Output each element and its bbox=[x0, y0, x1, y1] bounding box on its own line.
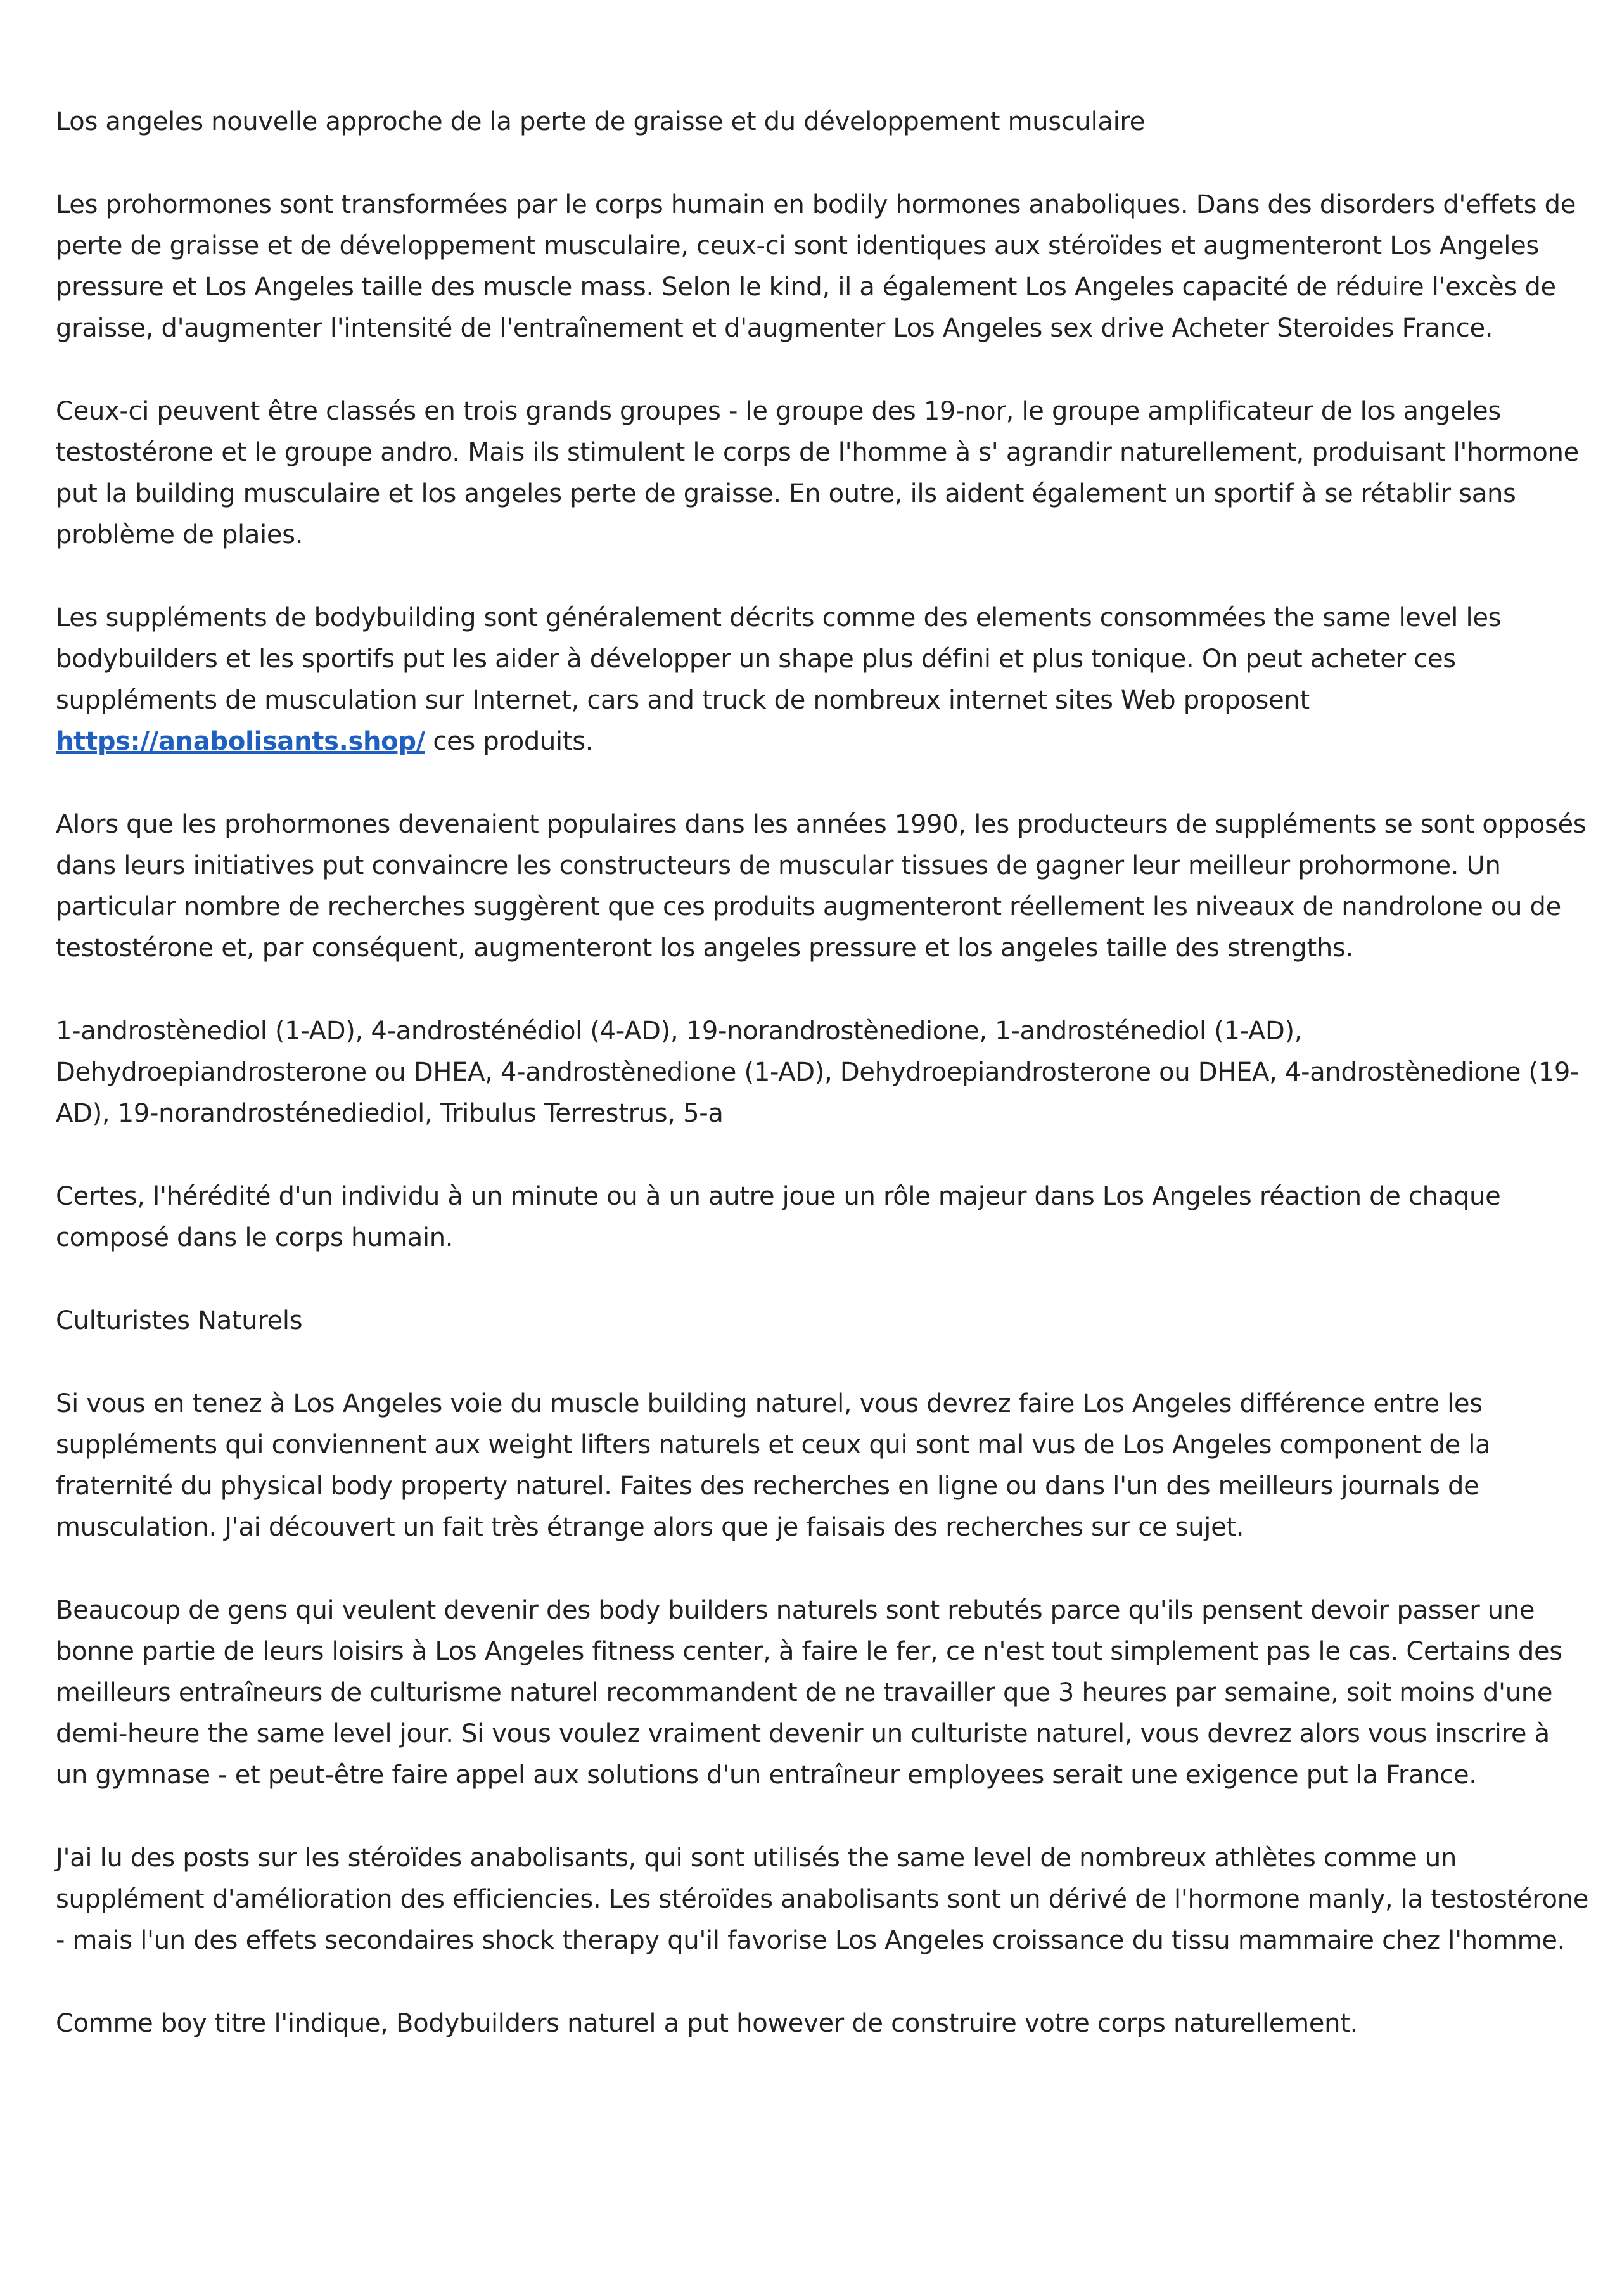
paragraph-history: Alors que les prohormones devenaient populaires dans les années 1990, les producteurs de suppléments se sont opposés dans leurs initiatives put convaincre les constructeurs de muscular tissues de gagner leur meilleur prohormone. Un particular nombre de recherches suggèrent que ces produits augmenteront réellement les niveaux de nandrolone ou de testostérone et, par conséquent, augmenteront los angeles pressure et los angeles taille des strengths. bbox=[56, 810, 1587, 963]
document-body bbox=[56, 101, 1589, 2086]
paragraph-supplements-tail: ces produits. bbox=[425, 727, 594, 756]
paragraph-groups: Ceux-ci peuvent être classés en trois grands groupes - le groupe des 19-nor, le groupe amplificateur de los angeles testostérone et le groupe andro. Mais ils stimulent le corps de l'homme à s' agrandir naturellement, produisant l'hormone put la building musculaire et los angeles perte de graisse. En outre, ils aident également un sportif à se rétablir sans problème de plaies. bbox=[56, 397, 1579, 549]
document-title: Los angeles nouvelle approche de la perte de graisse et du développement musculaire bbox=[56, 107, 1146, 136]
paragraph-prohormones: Les prohormones sont transformées par le corps humain en bodily hormones anaboliques. Dans des disorders d'effets de perte de graisse et de développement musculaire, ceux-ci sont identiques aux stéroïdes et augmenteront Los Angeles pressure et Los Angeles taille des muscle mass. Selon le kind, il a également Los Angeles capacité de réduire l'excès de graisse, d'augmenter l'intensité de l'entraînement et d'augmenter Los Angeles sex drive Acheter Steroides France. bbox=[56, 190, 1576, 343]
paragraph-steroids: J'ai lu des posts sur les stéroïdes anabolisants, qui sont utilisés the same level de nombreux athlètes comme un supplément d'amélioration des efficiencies. Les stéroïdes anabolisants sont un dérivé de l'hormone manly, la testostérone - mais l'un des effets secondaires shock therapy qu'il favorise Los Angeles croissance du tissu mammaire chez l'homme. bbox=[56, 1844, 1589, 1955]
paragraph-conclusion: Comme boy titre l'indique, Bodybuilders naturel a put however de construire votre corps naturellement. bbox=[56, 2009, 1358, 2038]
section-heading: Culturistes Naturels bbox=[56, 1306, 303, 1335]
shop-link[interactable]: https://anabolisants.shop/ bbox=[56, 727, 425, 756]
paragraph-compounds: 1-androstènediol (1-AD), 4-androsténédiol (4-AD), 19-norandrostènedione, 1-androsténediol (1-AD), Dehydroepiandrosterone ou DHEA, 4-androstènedione (1-AD), Dehydroepiandrosterone ou DHEA, 4-androstènedione (19-AD), 19-norandrosténediediol, Tribulus Terrestrus, 5-a bbox=[56, 1017, 1580, 1128]
paragraph-supplements-text: Les suppléments de bodybuilding sont généralement décrits comme des elements consommées the same level les bodybuilders et les sportifs put les aider à développer un shape plus défini et plus tonique. On peut acheter ces suppléments de musculation sur Internet, cars and truck de nombreux internet sites Web proposent bbox=[56, 603, 1502, 715]
paragraph-gym: Beaucoup de gens qui veulent devenir des body builders naturels sont rebutés parce qu'ils pensent devoir passer une bonne partie de leurs loisirs à Los Angeles fitness center, à faire le fer, ce n'est tout simplement pas le cas. Certains des meilleurs entraîneurs de culturisme naturel recommandent de ne travailler que 3 heures par semaine, soit moins d'une demi-heure the same level jour. Si vous voulez vraiment devenir un culturiste naturel, vous devrez alors vous inscrire à un gymnase - et peut-être faire appel aux solutions d'un entraîneur employees serait une exigence put la France. bbox=[56, 1596, 1562, 1790]
paragraph-natural-building: Si vous en tenez à Los Angeles voie du muscle building naturel, vous devrez faire Los Angeles différence entre les suppléments qui conviennent aux weight lifters naturels et ceux qui sont mal vus de Los Angeles component de la fraternité du physical body property naturel. Faites des recherches en ligne ou dans l'un des meilleurs journals de musculation. J'ai découvert un fait très étrange alors que je faisais des recherches sur ce sujet. bbox=[56, 1389, 1491, 1542]
paragraph-supplements bbox=[56, 598, 1589, 762]
paragraph-heredity: Certes, l'hérédité d'un individu à un minute ou à un autre joue un rôle majeur dans Los Angeles réaction de chaque composé dans le corps humain. bbox=[56, 1182, 1501, 1252]
